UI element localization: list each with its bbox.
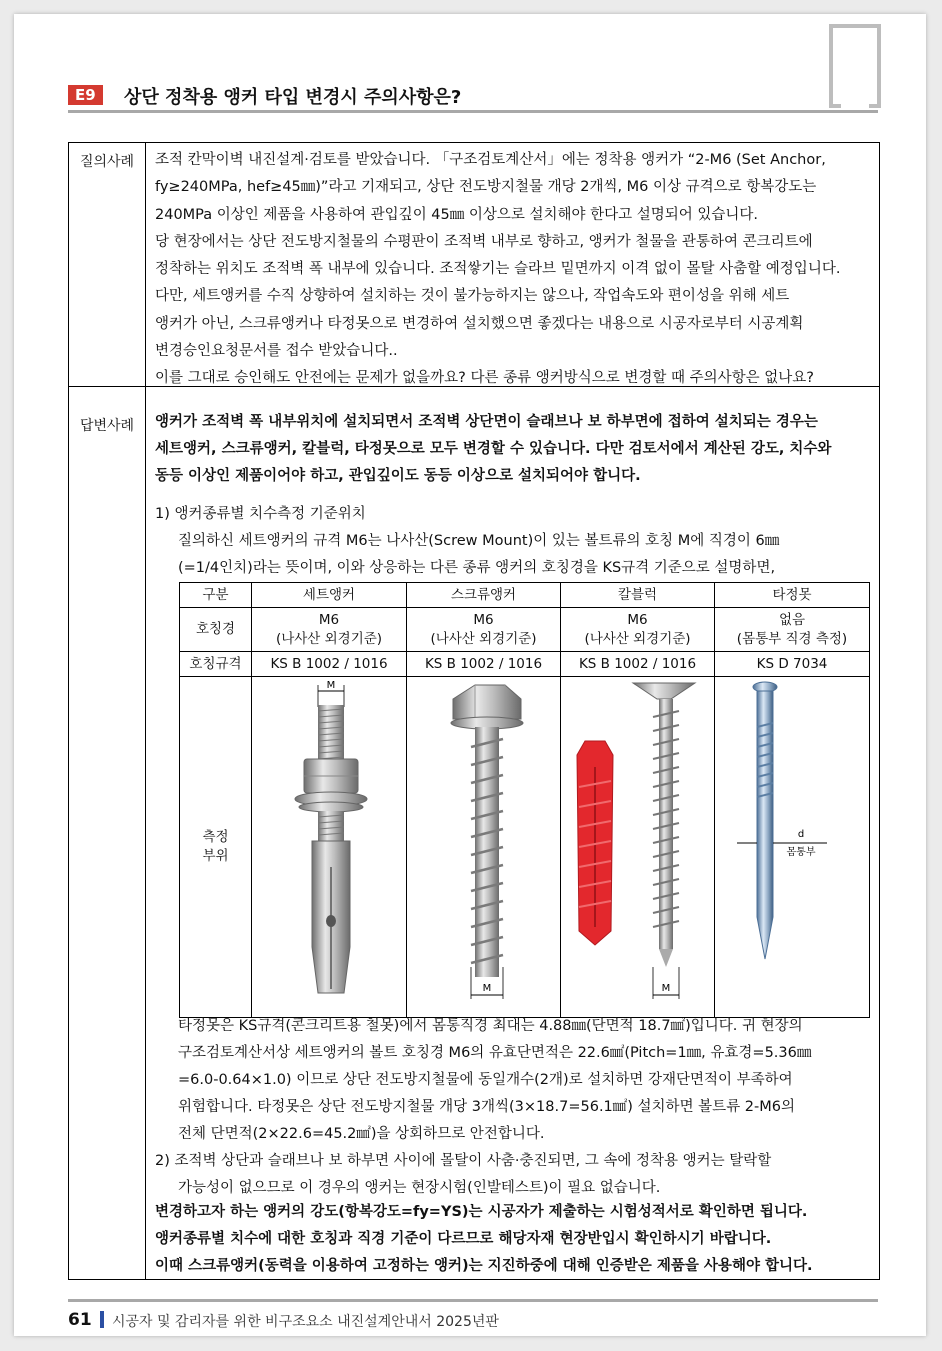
question-body <box>155 147 871 393</box>
anchor-spec-table <box>179 582 870 1018</box>
section-title: 상단 정착용 앵커 타입 변경시 주의사항은? <box>124 87 462 108</box>
after-table-line: 구조검토계산서상 세트앵커의 볼트 호칭경 M6의 유효단면적은 22.6㎟(Pitch=1㎜, 유효경=5.36㎜ <box>178 1045 812 1061</box>
after-table-block <box>155 1013 871 1202</box>
page-number: 61 <box>68 1310 92 1330</box>
nominal-value: M6 <box>473 611 494 628</box>
item1-block <box>155 501 871 582</box>
plug-anchor-image-cell <box>561 677 715 1018</box>
answer-intro <box>155 409 871 490</box>
item2-line: 가능성이 없으므로 이 경우의 앵커는 현장시험(인발테스트)이 필요 없습니다. <box>178 1180 661 1196</box>
measure-label-line: 측정 <box>202 829 229 845</box>
item1-line: (=1/4인치)라는 뜻이며, 이와 상응하는 다른 종류 앵커의 호칭경을 KS규격 기준으로 설명하면, <box>178 560 776 576</box>
spec-standard-cell: KS B 1002 / 1016 <box>407 652 561 677</box>
spec-measure-row <box>180 677 870 1018</box>
nail-body-label: 몸통부 <box>786 847 816 858</box>
spec-standard-cell: KS D 7034 <box>715 652 870 677</box>
question-line: 이를 그대로 승인해도 안전에는 문제가 없을까요? 다른 종류 앵커방식으로 변경할 때 주의사항은 없나요? <box>155 370 814 387</box>
footer-rule <box>68 1299 878 1302</box>
nail-image-cell <box>715 677 870 1018</box>
nominal-value: M6 <box>318 611 340 628</box>
measure-label-line: 부위 <box>202 848 229 864</box>
nail-illustration <box>717 677 867 1011</box>
spec-nominal-cell <box>407 608 561 652</box>
page-sheet <box>14 14 926 1336</box>
answer-intro-line: 동등 이상인 제품이어야 하고, 관입깊이도 동등 이상으로 설치되어야 합니다. <box>155 468 641 484</box>
question-line: 조적 칸막이벽 내진설계·검토를 받았습니다. 「구조검토계산서」에는 정착용 앵커가 “2-M6 (Set Anchor, <box>155 152 826 168</box>
spec-row-label <box>180 677 252 1018</box>
set-anchor-image-cell <box>252 677 407 1018</box>
spec-row-label: 호칭규격 <box>180 652 252 677</box>
nominal-note: (몸통부 직경 측정) <box>736 630 848 647</box>
answer-outro-line: 변경하고자 하는 앵커의 강도(항복강도=fy=YS)는 시공자가 제출하는 시험성적서로 확인하면 됩니다. <box>155 1204 808 1220</box>
screw-anchor-image-cell <box>407 677 561 1018</box>
spec-header-cell: 타정못 <box>715 583 870 608</box>
item2-line: 2) 조적벽 상단과 슬래브나 보 하부면 사이에 몰탈이 사춤·충진되면, 그 속에 정착용 앵커는 탈락할 <box>155 1153 772 1169</box>
spec-standard-row <box>180 652 870 677</box>
nominal-note: (나사산 외경기준) <box>275 630 383 647</box>
nail-d-label: d <box>797 829 805 840</box>
question-line: 앵커가 아닌, 스크류앵커나 타정못으로 변경하여 설치했으면 좋겠다는 내용으로 시공자로부터 시공계획 <box>155 315 804 332</box>
question-line: 240MPa 이상인 제품을 사용하여 관입깊이 45㎜ 이상으로 설치해야 한다고 설명되어 있습니다. <box>155 206 759 223</box>
spec-nominal-cell <box>252 608 407 652</box>
answer-outro-line: 앵커종류별 치수에 대한 호칭과 직경 기준이 다르므로 해당자재 현장반입시 확인하시기 바랍니다. <box>155 1231 772 1247</box>
section-badge: E9 <box>68 85 103 105</box>
question-line: fy≥240MPa, hef≥45㎜)”라고 기재되고, 상단 전도방지철물 개당 2개씩, M6 이상 규격으로 항복강도는 <box>155 179 817 196</box>
answer-outro-line: 이때 스크류앵커(동력을 이용하여 고정하는 앵커)는 지진하중에 대해 인증받은 제품을 사용해야 합니다. <box>155 1258 813 1274</box>
set-anchor-illustration <box>254 677 404 1011</box>
spec-header-cell: 구분 <box>180 583 252 608</box>
spec-standard-cell: KS B 1002 / 1016 <box>252 652 407 677</box>
screw-anchor-m-label: M <box>482 983 491 994</box>
item1-title: 1) 앵커종류별 치수측정 기준위치 <box>155 506 366 522</box>
nominal-note: (나사산 외경기준) <box>430 630 537 647</box>
after-table-line: 전체 단면적(2×22.6=45.2㎟)을 상회하므로 안전합니다. <box>178 1126 545 1142</box>
qa-table <box>68 142 880 1280</box>
spec-row-label: 호칭경 <box>180 608 252 652</box>
answer-outro <box>155 1199 871 1280</box>
plug-anchor-illustration <box>563 677 713 1011</box>
nominal-value: M6 <box>627 611 648 628</box>
footer-accent-bar <box>100 1311 104 1328</box>
question-line: 변경승인요청문서를 접수 받았습니다.. <box>155 343 398 360</box>
spec-header-cell: 세트앵커 <box>252 583 407 608</box>
qa-column-divider <box>145 143 146 1279</box>
answer-intro-line: 세트앵커, 스크류앵커, 칼블럭, 타정못으로 모두 변경할 수 있습니다. 다만 검토서에서 계산된 강도, 치수와 <box>155 441 832 457</box>
question-line: 다만, 세트앵커를 수직 상향하여 설치하는 것이 불가능하지는 않으나, 작업속도와 편이성을 위해 세트 <box>155 288 790 305</box>
spec-header-row <box>180 583 870 608</box>
screw-anchor-illustration <box>409 677 559 1011</box>
spec-standard-cell: KS B 1002 / 1016 <box>561 652 715 677</box>
after-table-line: 타정못은 KS규격(콘크리트용 철못)에서 몸통직경 최대는 4.88㎜(단면적 18.7㎟)입니다. 귀 현장의 <box>178 1018 803 1034</box>
question-label: 질의사례 <box>79 154 135 170</box>
header-rule <box>68 110 878 113</box>
plug-anchor-m-label: M <box>661 983 670 994</box>
question-line: 당 현장에서는 상단 전도방지철물의 수평판이 조적벽 내부로 향하고, 앵커가 철물을 관통하여 콘크리트에 <box>155 233 813 250</box>
spec-header-cell: 칼블럭 <box>561 583 715 608</box>
spec-nominal-row <box>180 608 870 652</box>
nominal-note: (나사산 외경기준) <box>584 630 691 647</box>
spec-header-cell: 스크류앵커 <box>407 583 561 608</box>
nominal-value: 없음 <box>778 611 806 628</box>
after-table-line: 위험합니다. 타정못은 상단 전도방지철물 개당 3개씩(3×18.7=56.1㎟) 설치하면 볼트류 2-M6의 <box>178 1099 796 1115</box>
answer-intro-line: 앵커가 조적벽 폭 내부위치에 설치되면서 조적벽 상단면이 슬래브나 보 하부면에 접하여 설치되는 경우는 <box>155 414 818 430</box>
spec-nominal-cell <box>715 608 870 652</box>
answer-label: 답변사례 <box>79 418 135 434</box>
item1-line: 질의하신 세트앵커의 규격 M6는 나사산(Screw Mount)이 있는 볼트류의 호칭 M에 직경이 6㎜ <box>178 533 780 549</box>
question-line: 정착하는 위치도 조적벽 폭 내부에 있습니다. 조적쌓기는 슬라브 밑면까지 이격 없이 몰탈 사춤할 예정입니다. <box>155 261 841 278</box>
after-table-line: =6.0-0.64×1.0) 이므로 상단 전도방지철물에 동일개수(2개)로 설치하면 강재단면적이 부족하여 <box>178 1072 793 1088</box>
spec-nominal-cell <box>561 608 715 652</box>
section-header <box>68 82 878 110</box>
footer-book-title: 시공자 및 감리자를 위한 비구조요소 내진설계안내서 2025년판 <box>112 1314 499 1330</box>
set-anchor-m-label: M <box>326 680 336 691</box>
